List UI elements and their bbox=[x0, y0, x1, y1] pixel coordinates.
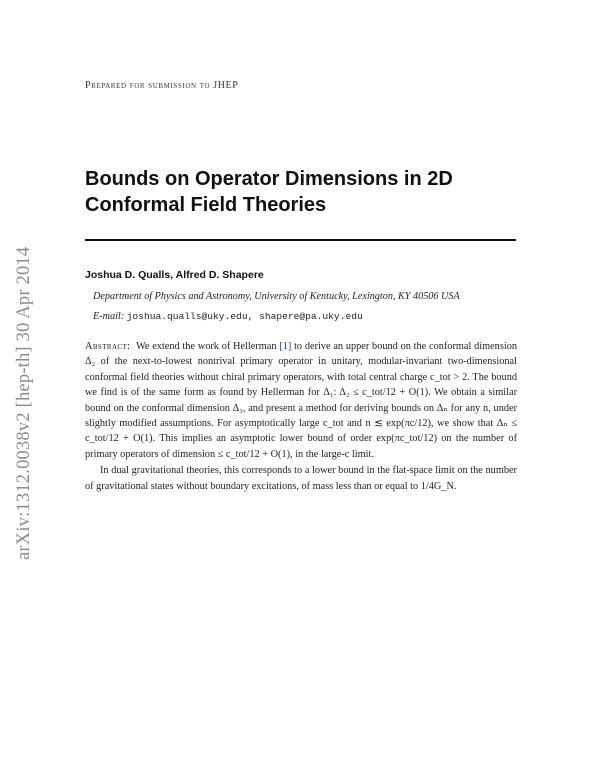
abstract bbox=[85, 339, 517, 494]
abstract-text-a: We extend the work of Hellerman bbox=[135, 341, 280, 352]
abstract-paragraph-2: In dual gravitational theories, this corresponds to a lower bound in the flat-space limit on the number of gravitational states without boundary excitations, of mass less than or equal to 1/4G_N. bbox=[85, 465, 517, 492]
arxiv-identifier: arXiv:1312.0038v2 [hep-th] 30 Apr 2014 bbox=[14, 246, 34, 560]
author-list: Joshua D. Qualls, Alfred D. Shapere bbox=[85, 269, 264, 281]
submission-note: Prepared for submission to JHEP bbox=[85, 80, 239, 91]
citation-link[interactable]: [1] bbox=[279, 341, 292, 352]
abstract-paragraph-1 bbox=[85, 339, 517, 462]
abstract-label: Abstract: bbox=[85, 341, 131, 352]
email-label: E-mail: bbox=[93, 311, 125, 322]
affiliation: Department of Physics and Astronomy, University of Kentucky, Lexington, KY 40506 USA bbox=[93, 291, 460, 302]
email-addresses[interactable]: joshua.qualls@uky.edu, shapere@pa.uky.edu bbox=[126, 311, 363, 322]
paper-title: Bounds on Operator Dimensions in 2D Conformal Field Theories bbox=[85, 168, 453, 216]
title-rule bbox=[85, 239, 516, 241]
email-line bbox=[93, 311, 363, 322]
abstract-text-b: to derive an upper bound on the conformal dimension Δ₂ of the next-to-lowest nontrival primary operator in unitary, modular-invariant two-dimensional conformal field theories without chiral primary operators, with total central charge c_tot > 2. The bound we find is of the same form as found by Hellerman for Δ₁: Δ₂ ≤ c_tot/12 + O(1). We obtain a similar bound on the conformal dimension Δ₃, and present a method for deriving bounds on Δₙ for any n, under slightly modified assumptions. For asymptotically large c_tot and n ≲ exp(πc/12), we show that Δₙ ≤ c_tot/12 + O(1). This implies an asymptotic lower bound of order exp(πc_tot/12) on the number of primary operators of dimension ≤ c_tot/12 + O(1), in the large-c limit. bbox=[85, 341, 517, 460]
